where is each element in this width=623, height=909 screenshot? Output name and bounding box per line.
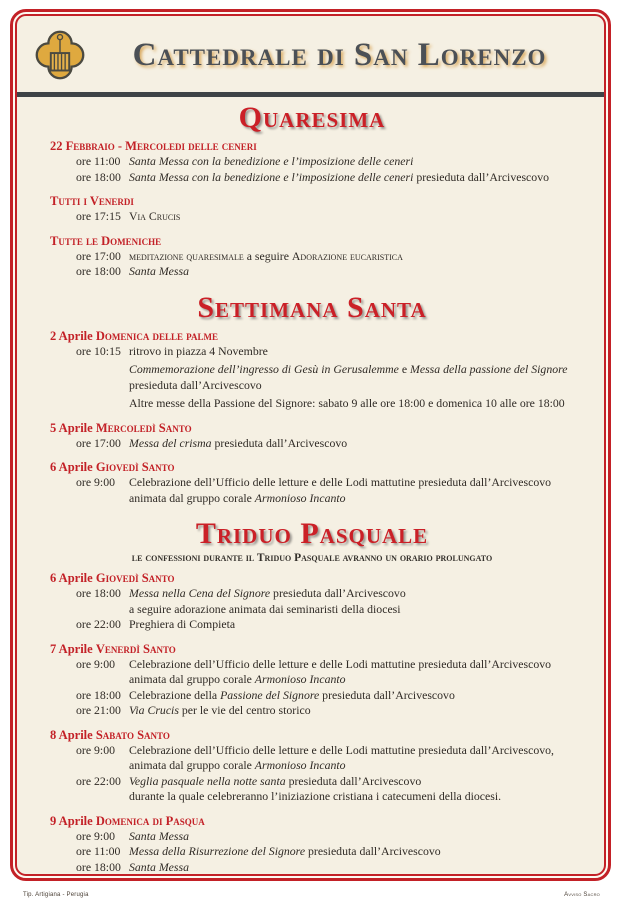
date-heading [34,813,590,829]
text-segment: 5 Aprile [50,420,96,435]
event-time: ore 9:00 [76,742,115,757]
text-segment: e [398,362,411,376]
description-line [129,436,588,452]
text-segment: Tutte le Domeniche [50,233,162,248]
text-segment: Santa Messa [129,828,189,843]
text-segment: presieduta dall’Arcivescovo [270,586,406,600]
text-segment: presieduta dall’Arcivescovo [211,435,348,450]
event-time: ore 17:15 [76,209,121,223]
event-group [34,138,590,185]
text-segment: per le vie del centro storico [178,703,311,717]
text-segment: Via Crucis [129,703,179,717]
event-row [34,617,590,633]
event-time: ore 17:00 [76,248,121,263]
description-line [129,249,588,265]
event-description [129,844,590,860]
text-segment: Celebrazione dell’Ufficio delle letture e delle Lodi mattutine presieduta dall’Arcivescovo, [129,742,554,757]
event-time: ore 9:00 [76,828,115,843]
text-segment: durante la quale celebreranno l’iniziazione cristiana i catecumeni della diocesi. [129,789,502,803]
text-segment: Mercoledì Santo [95,420,192,435]
event-row [34,844,590,860]
event-description [129,860,590,876]
description-line [129,758,588,774]
text-segment: Messa della passione del Signore [410,362,568,376]
description-line [129,586,588,602]
text-segment: Giovedì Santo [95,460,175,474]
event-time: ore 11:00 [76,844,121,858]
description-line [129,774,588,790]
event-description [129,264,590,280]
event-group [34,813,590,876]
event-row [34,436,590,452]
text-segment: Santa Messa [129,264,189,278]
text-segment: presieduta dall’Arcivescovo [305,844,441,858]
date-heading [34,570,590,586]
text-segment: animata dal gruppo corale [129,672,255,686]
text-segment: Adorazione eucaristica [291,248,403,263]
text-segment: Domenica delle palme [95,328,218,343]
event-row [34,475,590,506]
description-line [129,672,588,688]
text-segment: Venerdì Santo [95,641,176,656]
description-line [129,657,588,673]
text-segment: Giovedì Santo [95,571,175,585]
event-description [129,436,590,452]
text-segment: 22 [50,139,66,153]
event-description [129,475,590,506]
text-segment: Celebrazione dell’Ufficio delle letture e delle Lodi mattutine presieduta dall’Arcivescovo [129,656,552,671]
event-description [129,170,590,186]
event-description [129,703,590,719]
text-segment: Via Crucis [129,209,181,223]
printer-credit: Tip. Artigiana - Perugia [23,892,89,898]
page-title: Cattedrale di San Lorenzo [132,36,547,73]
text-segment: a seguire [243,248,292,263]
event-group [34,420,590,452]
poster-inner-frame [15,14,606,876]
date-heading [34,328,590,344]
event-time: ore 21:00 [76,703,121,717]
description-line [129,154,588,170]
text-segment: Santa Messa con la benedizione e l’imposizione delle ceneri [129,169,414,184]
text-segment: Armonioso Incanto [254,490,346,505]
event-group [34,727,590,805]
description-line [129,170,588,186]
schedule-section [34,291,590,507]
event-time: ore 22:00 [76,773,121,788]
text-segment: Altre messe della Passione del Signore: sabato 9 alle ore 18:00 e domenica 10 alle ore 18:00 [129,396,565,410]
event-time: ore 17:00 [76,435,121,450]
event-row [34,344,590,412]
text-segment: animata dal gruppo corale [129,758,255,772]
description-line [129,491,588,507]
description-line [129,844,588,860]
event-description [129,154,590,170]
text-segment: Messa della Risurrezione del Signore [129,844,306,858]
text-segment: Febbraio - Mercoledi delle ceneri [65,139,257,153]
event-time: ore 18:00 [76,169,121,184]
description-line [129,688,588,704]
event-time: ore 18:00 [76,687,121,702]
section-heading: Settimana Santa [197,290,427,324]
poster-frame [10,9,611,881]
description-line [129,209,588,225]
description-line [129,396,588,412]
date-heading [34,233,590,249]
description-line [129,264,588,280]
text-segment: Tutti i Venerdi [50,194,134,208]
text-segment: animata dal gruppo corale [129,490,255,505]
event-group [34,459,590,506]
event-row [34,688,590,704]
text-segment: Celebrazione dell’Ufficio delle letture e delle Lodi mattutine presieduta dall’Arcivescovo [129,475,552,489]
event-time: ore 18:00 [76,586,121,600]
event-time: ore 22:00 [76,617,121,631]
description-line [129,703,588,719]
date-heading [34,459,590,475]
schedule-section [34,101,590,280]
event-row [34,703,590,719]
schedule-content [17,97,604,876]
description-line [129,743,588,759]
event-description [129,657,590,688]
event-group [34,328,590,412]
event-row [34,586,590,617]
event-row [34,154,590,170]
text-segment: Armonioso Incanto [254,758,346,772]
date-heading [34,138,590,154]
description-line [129,344,588,360]
event-row [34,209,590,225]
text-segment: Commemorazione dell’ingresso di Gesù in Gerusalemme [129,362,399,376]
description-line [129,378,588,394]
event-time: ore 11:00 [76,154,121,168]
description-line [129,860,588,876]
event-time: ore 18:00 [76,264,121,278]
event-description [129,586,590,617]
event-row [34,743,590,774]
section-subheading: le confessioni durante il Triduo Pasquale avranno un orario prolungato [131,552,493,564]
text-segment: Armonioso Incanto [254,672,346,686]
text-segment: Veglia pasquale nella notte santa [129,773,286,788]
san-lorenzo-gridiron-logo-icon [29,23,91,87]
description-line [129,602,588,618]
text-segment: Domenica di Pasqua [95,813,205,828]
event-row [34,829,590,845]
text-segment: Sabato Santo [95,727,170,742]
event-row [34,170,590,186]
date-heading [34,193,590,209]
text-segment: presieduta dall’Arcivescovo [413,169,549,184]
sacred-notice-label: Avviso Sacro [564,892,600,898]
event-group [34,570,590,633]
text-segment: presieduta dall’Arcivescovo [319,687,455,702]
text-segment: Santa Messa con la benedizione e l’imposizione delle ceneri [129,154,414,168]
date-heading [34,727,590,743]
text-segment: 6 Aprile [50,460,96,474]
poster-header [17,16,604,92]
event-group [34,233,590,280]
event-description [129,774,590,805]
schedule-section [34,517,590,875]
event-row [34,657,590,688]
description-line [129,617,588,633]
text-segment: meditazione quaresimale [129,248,244,263]
text-segment: presieduta dall’Arcivescovo [285,773,422,788]
date-heading [34,420,590,436]
description-line [129,475,588,491]
date-heading [34,641,590,657]
event-row [34,264,590,280]
text-segment: presieduta dall’Arcivescovo [129,377,262,392]
text-segment: Passione del Signore [220,687,320,702]
text-segment: Messa del crisma [129,435,212,450]
event-description [129,209,590,225]
event-time: ore 9:00 [76,475,115,489]
event-description [129,829,590,845]
text-segment: Messa nella Cena del Signore [129,586,271,600]
description-line [129,789,588,805]
event-time: ore 9:00 [76,656,115,671]
text-segment: Celebrazione della [129,687,221,702]
text-segment: 8 Aprile [50,727,96,742]
event-time: ore 10:15 [76,343,121,358]
text-segment: ritrovo in piazza 4 Novembre [129,343,268,358]
text-segment: Preghiera di Compieta [129,617,236,631]
section-heading: Triduo Pasquale [195,517,429,550]
event-description [129,344,590,412]
text-segment: a seguire adorazione animata dai seminaristi della diocesi [129,601,401,616]
event-time: ore 18:00 [76,859,121,874]
text-segment: 9 Aprile [50,813,96,828]
event-group [34,193,590,225]
event-row [34,249,590,265]
text-segment: 7 Aprile [50,641,96,656]
event-description [129,688,590,704]
text-segment: 2 Aprile [50,328,96,343]
text-segment: Santa Messa [129,859,189,874]
section-heading: Quaresima [238,101,386,134]
event-description [129,249,590,265]
description-line [129,362,588,378]
description-line [129,829,588,845]
event-row [34,860,590,876]
event-description [129,743,590,774]
event-row [34,774,590,805]
event-description [129,617,590,633]
text-segment: 6 Aprile [50,571,96,585]
event-group [34,641,590,719]
